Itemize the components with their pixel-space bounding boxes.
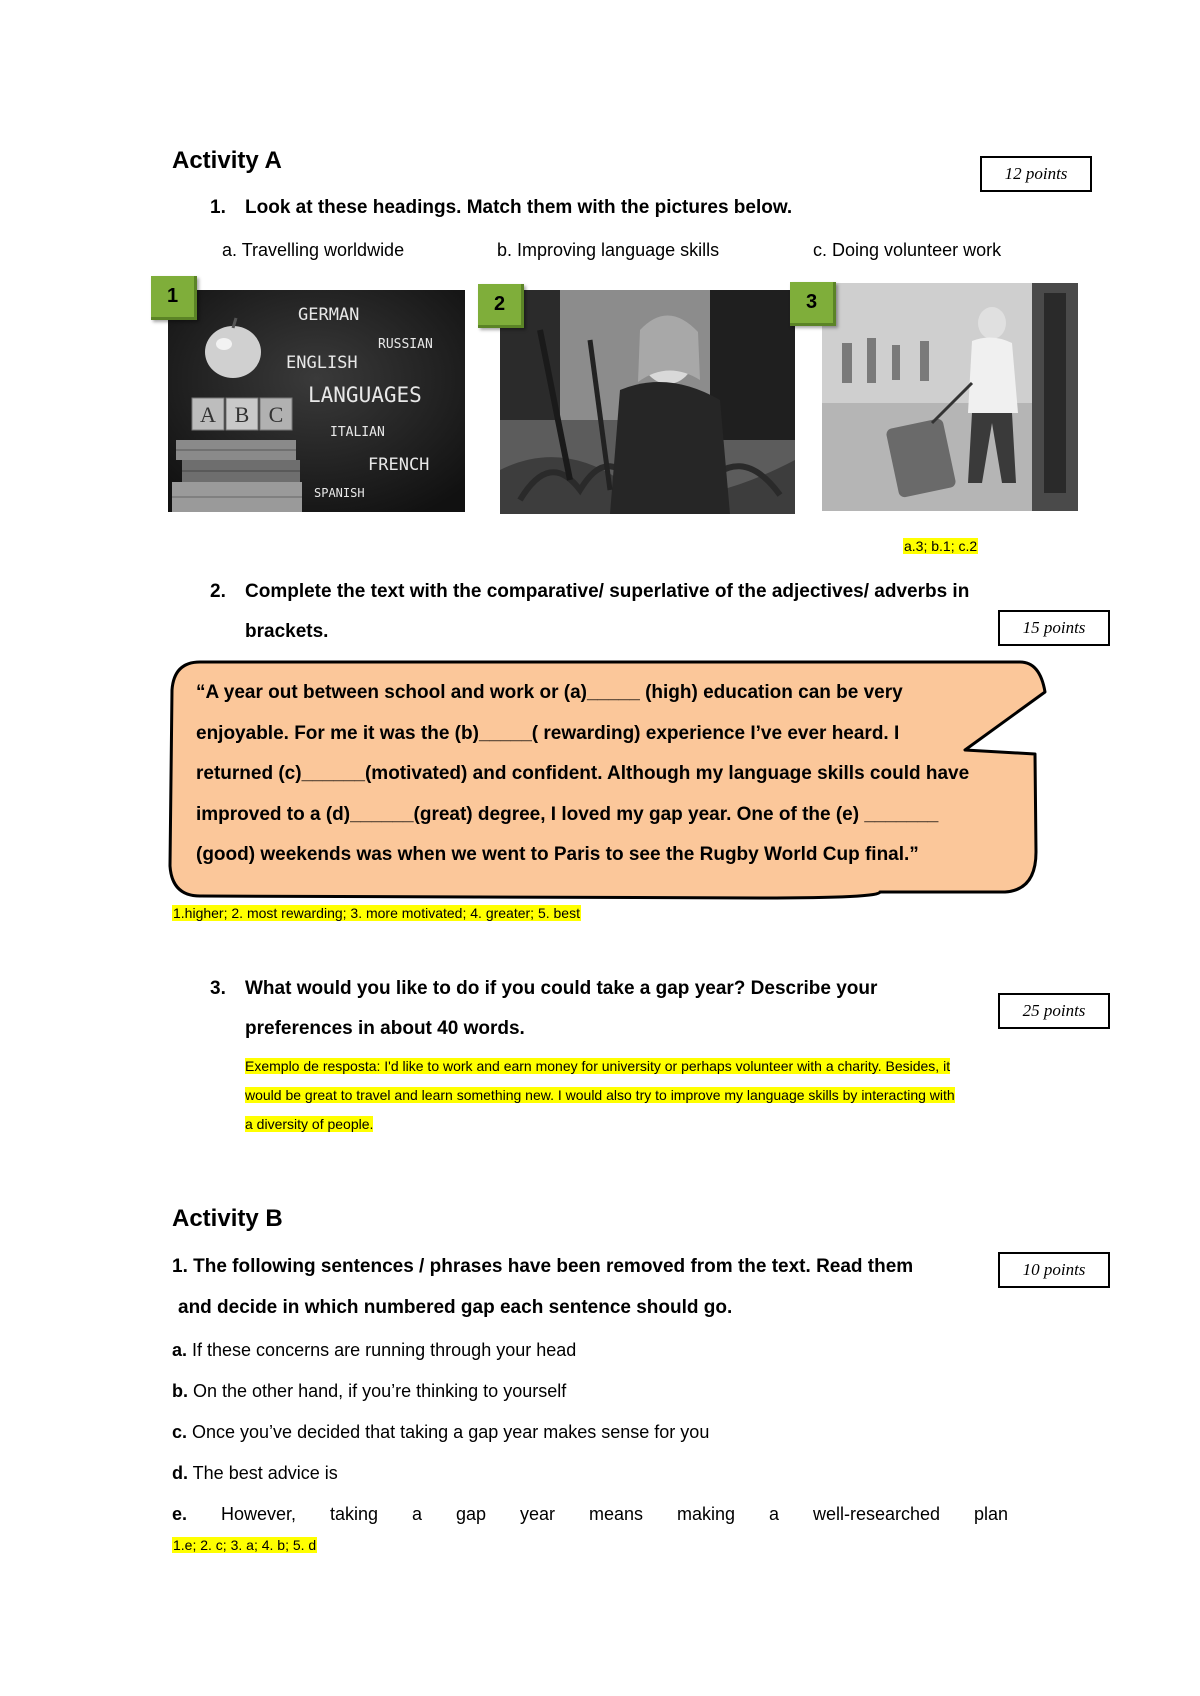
speech-bubble-text: [196, 673, 969, 876]
word-german: GERMAN: [298, 305, 360, 325]
block-b: B: [234, 402, 250, 427]
languages-chalkboard-image: [168, 290, 465, 512]
item-text: On the other hand, if you’re thinking to yourself: [188, 1381, 567, 1401]
item-letter: c.: [172, 1422, 188, 1442]
q2-number: 2.: [210, 581, 226, 602]
points-box-q2: 15 points: [998, 610, 1110, 646]
heading-a: a. Travelling worldwide: [222, 240, 405, 260]
heading-b: b. Improving language skills: [497, 240, 720, 260]
item-text: If these concerns are running through your head: [187, 1340, 577, 1360]
points-box-b-q1: 10 points: [998, 1252, 1110, 1288]
q2-text-line2: brackets.: [245, 621, 329, 642]
b-q1-text-line1: 1. The following sentences / phrases have been removed from the text. Read them: [172, 1256, 914, 1277]
item-letter: d.: [172, 1463, 188, 1483]
list-item: [172, 1504, 1008, 1525]
block-a: A: [200, 402, 216, 427]
q3-answer-line: would be great to travel and learn something new. I would also try to improve my language skills by interacting with: [245, 1087, 955, 1103]
points-box-q1: 12 points: [980, 156, 1092, 192]
q2-text-line1: Complete the text with the comparative/ superlative of the adjectives/ adverbs in: [245, 581, 970, 602]
list-item: [172, 1463, 338, 1484]
b-q1-text-line2: and decide in which numbered gap each sentence should go.: [178, 1297, 733, 1318]
word-russian: RUSSIAN: [378, 337, 433, 352]
q3-answer: [245, 1052, 1035, 1139]
word-spanish: SPANISH: [314, 486, 365, 500]
word-languages: LANGUAGES: [308, 383, 422, 407]
list-item: [172, 1422, 709, 1443]
item-letter: b.: [172, 1381, 188, 1401]
picture-travelling: [822, 283, 1078, 511]
word-french: FRENCH: [368, 455, 430, 475]
picture-languages: [168, 290, 465, 512]
word-italian: ITALIAN: [330, 425, 385, 440]
bubble-line: enjoyable. For me it was the (b)_____( rewarding) experience I’ve ever heard. I: [196, 722, 900, 744]
item-text: Once you’ve decided that taking a gap year makes sense for you: [187, 1422, 710, 1442]
activity-b-title: Activity B: [172, 1205, 283, 1232]
bubble-line: (good) weekends was when we went to Paris to see the Rugby World Cup final.”: [196, 844, 919, 865]
word-english: ENGLISH: [286, 353, 358, 373]
picture-number-badge-3: 3: [790, 282, 836, 326]
bubble-line: improved to a (d)______(great) degree, I loved my gap year. One of the (e) _______: [196, 803, 939, 825]
b-q1-answer: 1.e; 2. c; 3. a; 4. b; 5. d: [173, 1537, 317, 1553]
q3-text-line2: preferences in about 40 words.: [245, 1018, 525, 1039]
item-letter: e.: [172, 1504, 188, 1524]
q3-text-line1: What would you like to do if you could take a gap year? Describe your: [245, 978, 878, 999]
list-item: [172, 1381, 566, 1402]
item-letter: a.: [172, 1340, 188, 1360]
list-item: [172, 1340, 576, 1361]
q1-text: Look at these headings. Match them with the pictures below.: [245, 197, 793, 218]
activity-a-title: Activity A: [172, 147, 282, 174]
block-c: C: [268, 402, 284, 427]
bubble-line: returned (c)______(motivated) and confident. Although my language skills could have: [196, 763, 970, 784]
picture-number-badge-1: 1: [151, 276, 197, 320]
picture-number-badge-2: 2: [478, 284, 524, 328]
q2-answer: 1.higher; 2. most rewarding; 3. more motivated; 4. greater; 5. best: [173, 905, 580, 921]
volunteer-work-image: [500, 290, 795, 514]
q1-answer: a.3; b.1; c.2: [904, 538, 978, 554]
picture-volunteer: [500, 290, 795, 514]
travelling-image: [822, 283, 1078, 511]
q1-number: 1.: [210, 197, 226, 218]
heading-c: c. Doing volunteer work: [813, 240, 1002, 260]
bubble-line: “A year out between school and work or (a)_____ (high) education can be very: [196, 682, 903, 703]
q3-number: 3.: [210, 978, 226, 999]
item-text: The best advice is: [188, 1463, 338, 1483]
item-text: However, taking a gap year means making a well-researched plan: [187, 1504, 1008, 1524]
points-box-q3: 25 points: [998, 993, 1110, 1029]
q3-answer-line: a diversity of people.: [245, 1116, 374, 1132]
q3-answer-line: Exemplo de resposta: I'd like to work and earn money for university or perhaps volunteer with a charity. Besides, it: [245, 1058, 951, 1074]
